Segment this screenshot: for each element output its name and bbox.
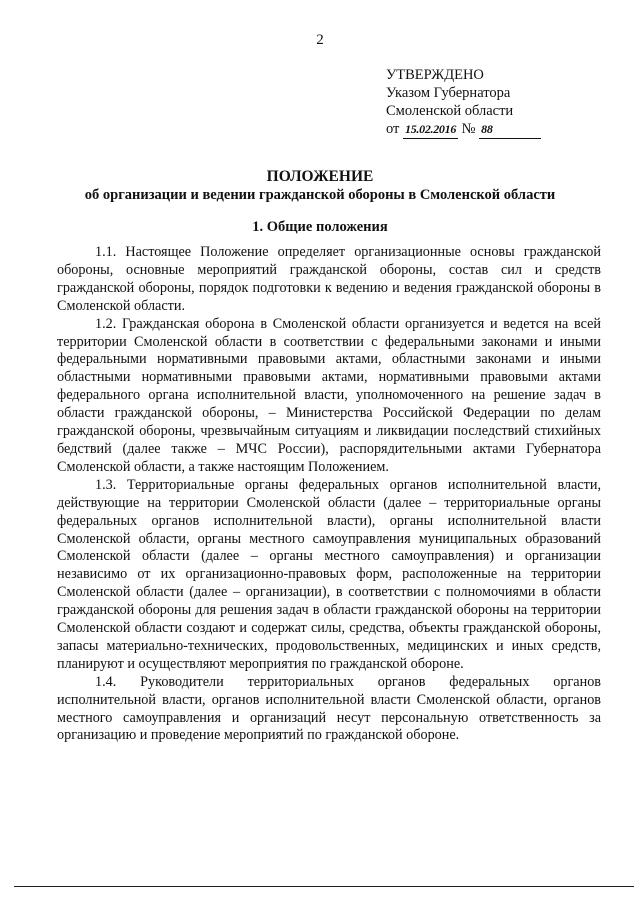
document-subtitle: об организации и ведении гражданской обороны в Смоленской области [84,187,556,203]
paragraph-1-3: 1.3. Территориальные органы федеральных органов исполнительной власти, действующие на территории Смоленской области (далее – территориальные органы федеральных органов исполнительной власти), органы исполнительной власти Смоленской области, органы местного самоуправления муниципальных образований Смоленской области (далее – органы местного самоуправления) и организации независимо от их организационно-правовых форм, расположенные на территории Смоленской области (далее – организации), в соответствии с полномочиями в области гражданской обороны для решения задач в области гражданской обороны на территории Смоленской области создают и содержат силы, средства, объекты гражданской обороны, запасы материально-технических, продовольственных, медицинских и иных средств, планируют и осуществляют мероприятия по гражданской обороне. [57,476,601,672]
paragraph-1-2: 1.2. Гражданская оборона в Смоленской области организуется и ведется на всей территории Смоленской области в соответствии с федеральными законами и иными федеральными нормативными правовыми актами, областными законами и иными областными нормативными правовыми актами, нормативными правовыми актами федерального органа исполнительной власти, уполномоченного на решение задач в области гражданской обороны, – Министерства Российской Федерации по делам гражданской обороны, чрезвычайным ситуациям и ликвидации последствий стихийных бедствий (далее также – МЧС России), распорядительными актами Губернатора Смоленской области, а также настоящим Положением. [57,315,601,475]
page-number: 2 [316,32,324,48]
approval-date-number-line [386,120,586,139]
approval-decree: Указом Губернатора [386,85,511,101]
paragraph-1-1: 1.1. Настоящее Положение определяет организационные основы гражданской обороны, основные мероприятий гражданской обороны, состав сил и средств гражданской обороны, порядок подготовки к ведению и ведения гражданской обороны в Смоленской области. [57,244,601,314]
approval-from-prefix: от [386,121,400,137]
approval-region: Смоленской области [386,103,514,119]
page-bottom-rule [14,886,634,887]
document-title: ПОЛОЖЕНИЕ [266,168,374,185]
section-heading: 1. Общие положения [252,219,388,235]
approval-number-prefix: № [461,121,476,137]
approval-number-handwritten: 88 [479,120,541,139]
approval-date-handwritten: 15.02.2016 [403,120,458,139]
approval-approved: УТВЕРЖДЕНО [386,67,484,83]
paragraph-1-4: 1.4. Руководители территориальных органов федеральных органов исполнительной власти, органов исполнительной власти Смоленской области, органов местного самоуправления и организаций несут персональную ответственность за организацию и проведение мероприятий по гражданской обороне. [57,673,601,744]
approval-stamp-block [386,66,586,139]
document-body [57,244,601,745]
